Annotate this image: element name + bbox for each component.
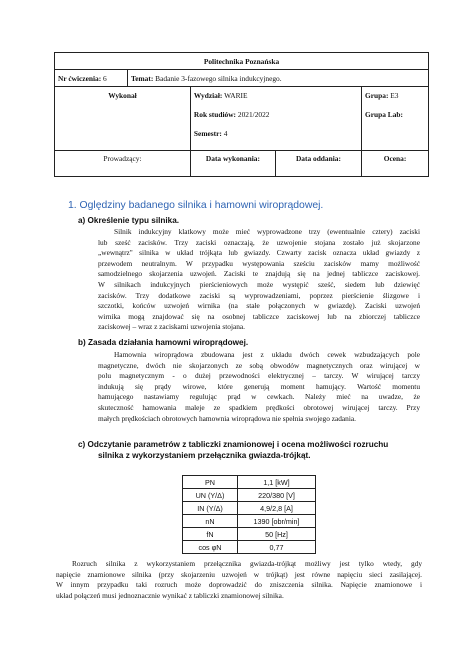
param-name: fN <box>183 528 238 541</box>
table-row <box>183 528 316 541</box>
semester-value: 4 <box>223 129 228 138</box>
exercise-number: 6 <box>103 74 107 83</box>
text-line: Rozruch silnika z wykorzystaniem przełącznika gwiazda-trójkąt możliwy jest tylko wtedy, gdy <box>72 559 422 568</box>
subsection-c-heading-line2: silnika z wykorzystaniem przełącznika gwiazda-trójkąt. <box>98 451 311 460</box>
subsection-b-heading: b) Zasada działania hamowni wiroprądowej. <box>78 338 249 347</box>
param-name: PN <box>183 476 238 489</box>
text-line: zaciskowej – wraz z zaciskami uzwojenia stojana. <box>98 322 246 332</box>
closing-text <box>56 559 422 601</box>
text-line: wirnika mogą znajdować się na osobnej tabliczce zaciskowej lub na zbiorczej tabliczce <box>98 311 420 321</box>
subsection-a-heading: a) Określenie typu silnika. <box>78 216 180 225</box>
text-line: przewodem neutralnym. W przypadku występowania sześciu zacisków mamy możliwość <box>98 258 420 268</box>
text-line: lub sześć zacisków. Trzy zaciski oznaczają, że uzwojenie stojana zostało już skojarzone <box>98 237 420 247</box>
topic-label: Temat: <box>131 74 154 83</box>
performed-label: Wykonał <box>108 91 137 100</box>
table-row <box>183 541 316 554</box>
text-line: „wewnątrz" silnika w układ trójkąta lub gwiazdy. Czwarty zacisk oznacza układ gwiazdy z <box>98 248 420 258</box>
nameplate-table <box>182 475 316 554</box>
param-value: 220/380 [V] <box>238 489 316 502</box>
subsection-b-text <box>98 350 420 424</box>
text-line: samodzielnego skojarzenia uzwojeń. Zaciski te znajdują się na jednej tabliczce zaciskowej. <box>98 269 420 279</box>
group-label: Grupa: <box>365 91 389 100</box>
faculty-label: Wydział: <box>193 91 223 100</box>
text-line: skuteczność hamowania maleje ze spadkiem prędkości obrotowej wirującej tarczy. Przy <box>98 402 420 412</box>
year-value: 2021/2022 <box>237 110 270 119</box>
university-name: Politechnika Poznańska <box>55 53 429 70</box>
text-line: szczotki, końców uzwojeń wirnika (na stałe połączonych w gwiazdę). Zaciski uzwojeń <box>98 301 420 311</box>
date-done-cell <box>190 151 275 177</box>
date-done-label: Data wykonania: <box>205 154 260 163</box>
table-row <box>183 489 316 502</box>
table-row <box>183 476 316 489</box>
text-line: W silnikach indukcyjnych pierścieniowych może występić sześć, siedem lub dziewięć <box>98 279 420 289</box>
faculty-value: WARIE <box>224 91 248 100</box>
semester-label: Semestr: <box>193 129 222 138</box>
topic-cell <box>128 70 429 87</box>
topic-value: Badanie 3-fazowego silnika indukcyjnego. <box>155 74 282 83</box>
year-label: Rok studiów: <box>193 110 237 119</box>
text-line: indukują się prądy wirowe, które generują moment hamujący. Wartość momentu <box>98 381 420 391</box>
param-name: nN <box>183 515 238 528</box>
param-value: 0,77 <box>238 541 316 554</box>
text-line: napięcie znamionowe silnika (przy skojarzeniu uzwojeń w trójkąt) jest równe napięciu sieci zasilającej. <box>56 569 422 579</box>
date-submit-cell <box>275 151 361 177</box>
date-submit-label: Data oddania: <box>295 154 341 163</box>
grade-cell <box>362 151 429 177</box>
section-title: 1. Oględziny badanego silnika i hamowni wiroprądowej. <box>68 200 324 211</box>
param-value: 1,1 [kW] <box>238 476 316 489</box>
faculty-cell <box>190 87 361 151</box>
text-line: układ połączeń musi jednoznacznie wynikać z tabliczki znamionowej silnika. <box>56 590 284 600</box>
param-name: UN (Y/Δ) <box>183 489 238 502</box>
performed-cell <box>55 87 191 151</box>
supervisor-label: Prowadzący: <box>103 154 142 163</box>
param-value: 50 [Hz] <box>238 528 316 541</box>
exercise-cell <box>55 70 128 87</box>
text-line: W innym przypadku taki rozruch może doprowadzić do zniszczenia silnika. Napięcie znamionowe i <box>56 580 422 590</box>
header-table <box>54 52 429 177</box>
param-name: IN (Y/Δ) <box>183 502 238 515</box>
param-name: cos φN <box>183 541 238 554</box>
text-line: polu magnetycznym - o dużej przewodności elektrycznej – tarczy. W wirującej tarczy <box>98 371 420 381</box>
group-value: E3 <box>390 91 399 100</box>
group-cell <box>362 87 429 151</box>
lab-group-label: Grupa Lab: <box>365 110 403 119</box>
param-value: 1390 [obr/min] <box>238 515 316 528</box>
text-line: Silnik indukcyjny klatkowy może mieć wyprowadzone trzy (ewentualnie cztery) zaciski <box>114 227 420 236</box>
supervisor-cell <box>55 151 191 177</box>
subsection-c-heading-line1: c) Odczytanie parametrów z tabliczki znamionowej i ocena możliwości rozruchu <box>78 440 389 449</box>
table-row <box>183 515 316 528</box>
param-value: 4,9/2,8 [A] <box>238 502 316 515</box>
text-line: Hamownia wiroprądowa zbudowana jest z układu dwóch cewek wzbudzających pole <box>114 350 420 359</box>
grade-label: Ocena: <box>383 154 407 163</box>
table-row <box>183 502 316 515</box>
text-line: magnetyczne, dwóch nie skojarzonych ze sobą obwodów magnetycznych oraz wirującej w <box>98 360 420 370</box>
text-line: zacisków. Trzy dodatkowe zaciski są wyprowadzeniami, poprzez pierścienie ślizgowe i <box>98 290 420 300</box>
text-line: hamującego nastawiamy regulując prąd w cewkach. Należy mieć na uwadze, że <box>98 392 420 402</box>
text-line: małych prędkościach obrotowych hamownia wiroprądowa nie spełnia swojego zadania. <box>98 413 356 423</box>
subsection-a-text <box>98 227 420 333</box>
exercise-label: Nr ćwiczenia: <box>58 74 102 83</box>
